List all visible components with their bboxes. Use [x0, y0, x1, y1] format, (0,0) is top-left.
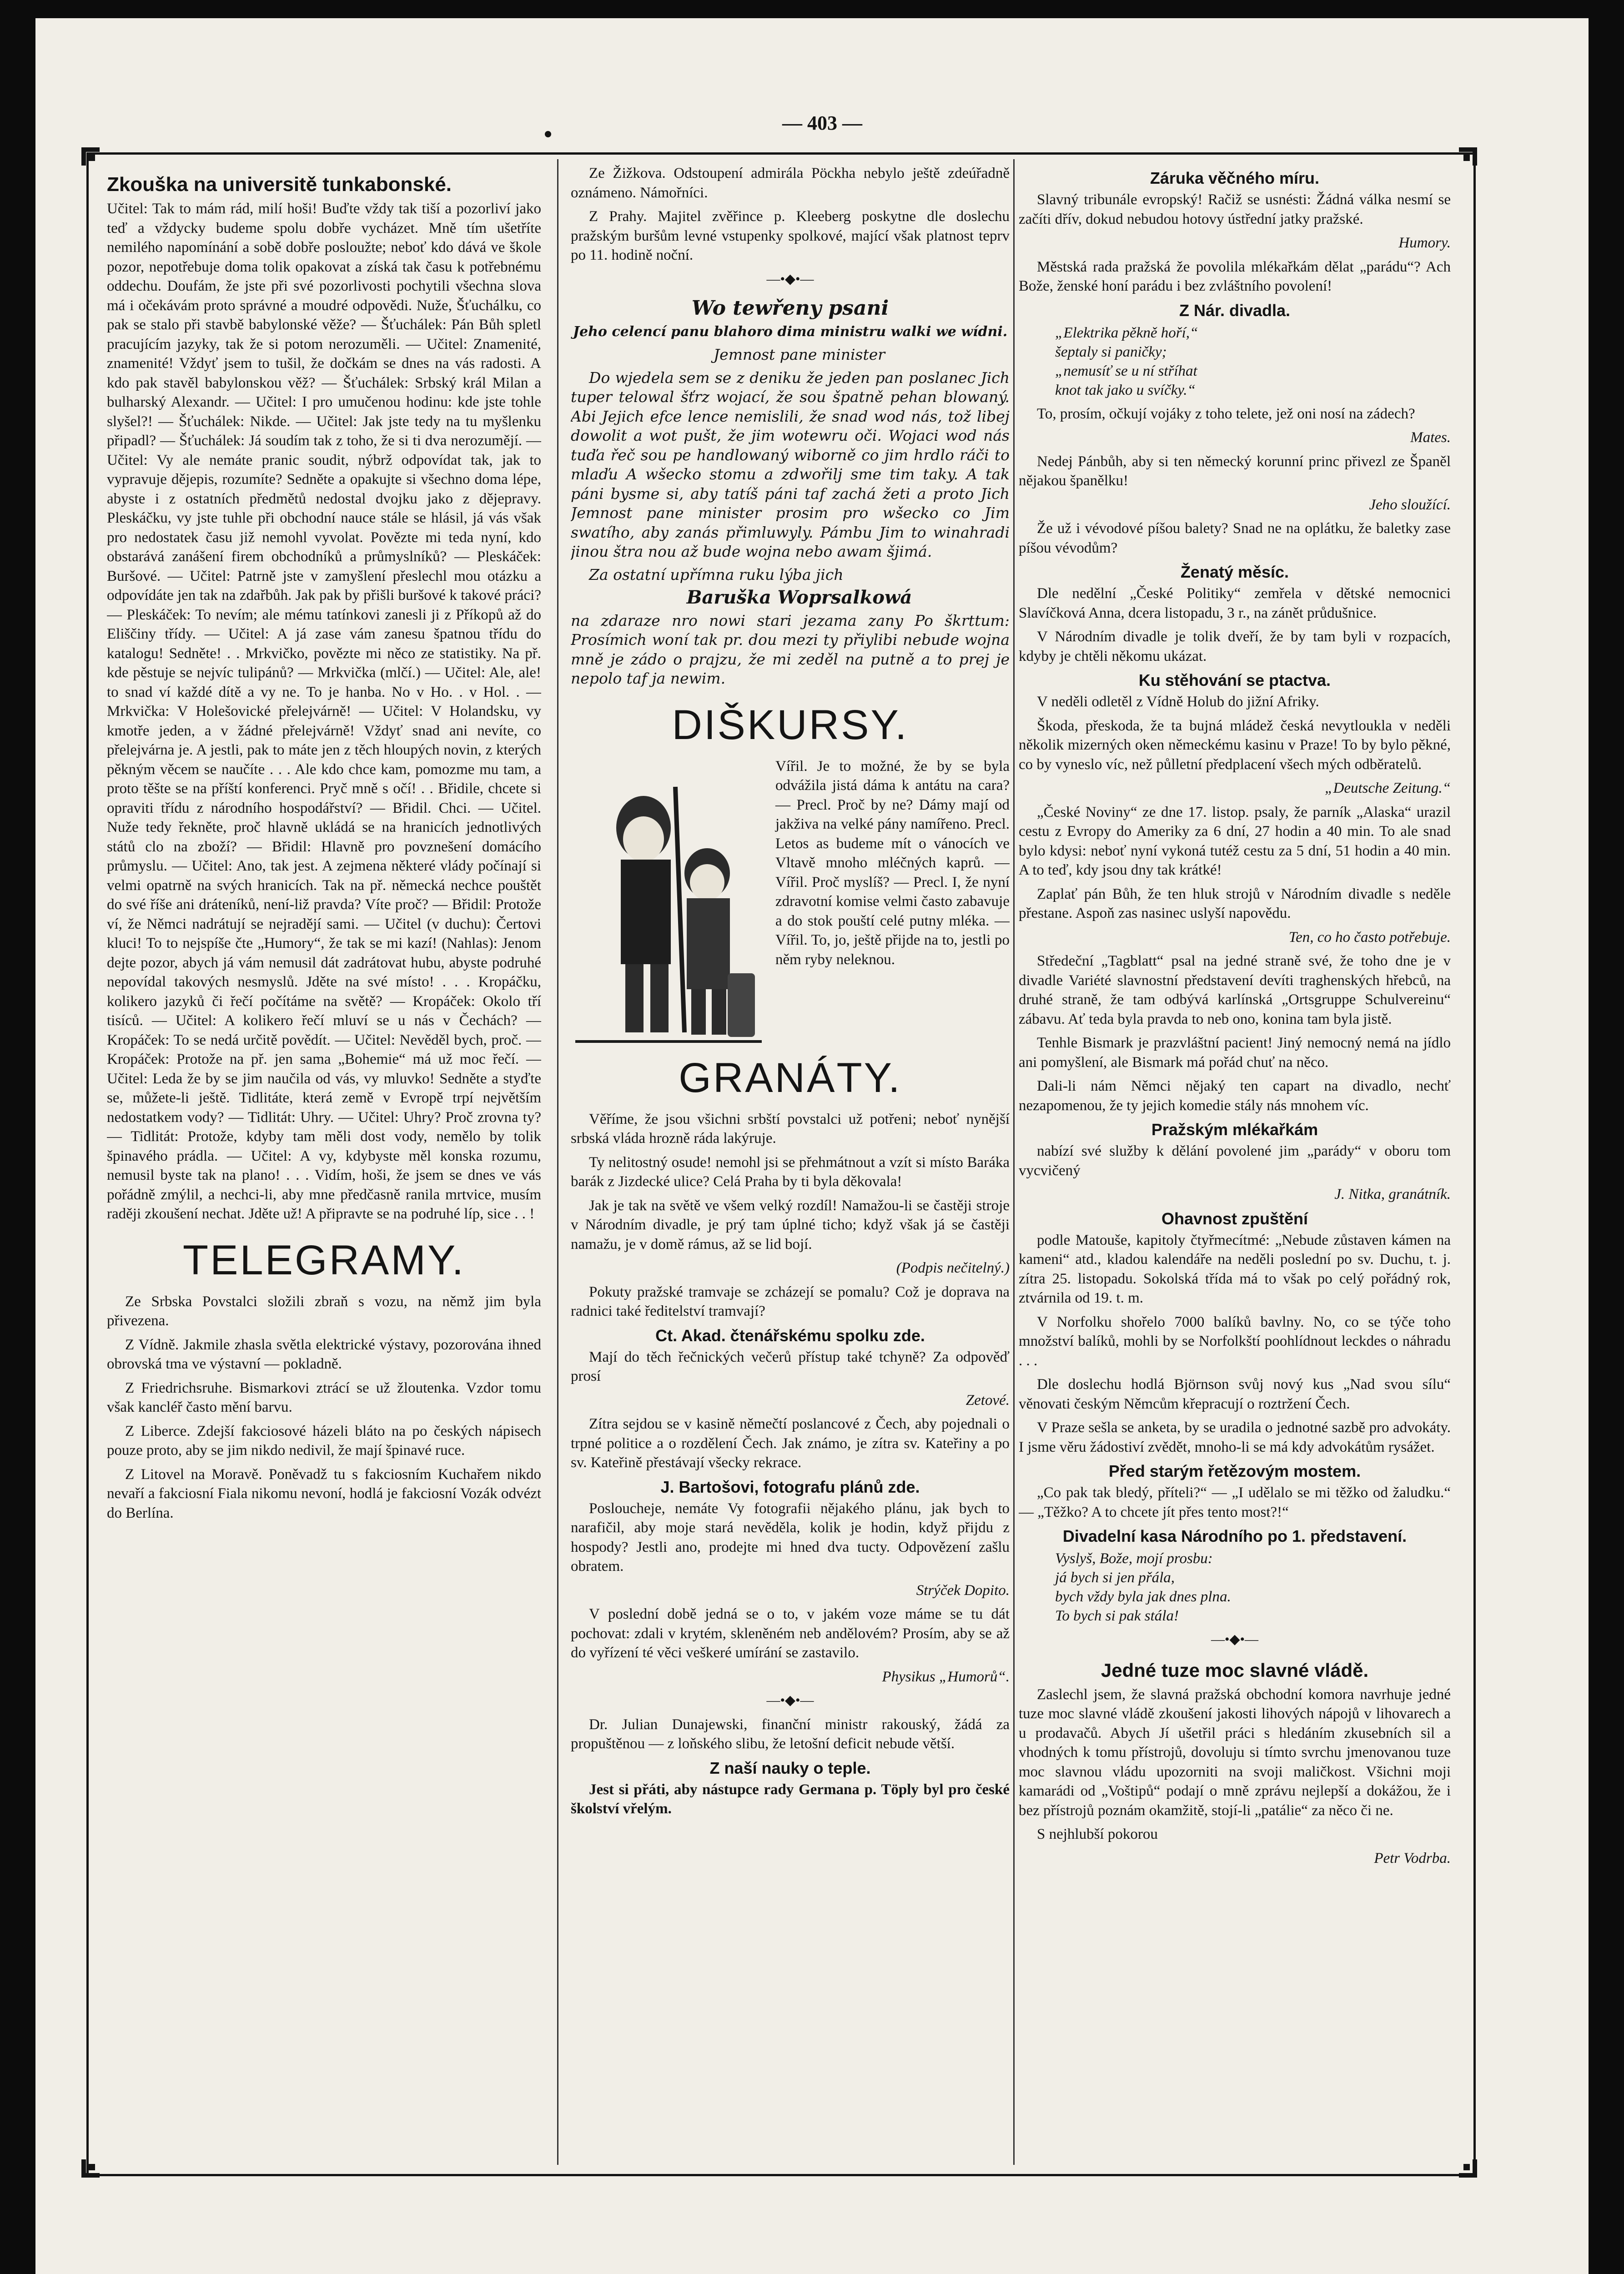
zaplat-signature: Ten, co ho často potřebuje. — [1288, 929, 1451, 946]
column-rule-1 — [557, 159, 558, 2165]
verse-line: knot tak jako u svíčky.“ — [1055, 382, 1196, 398]
sluzici-signature: Jeho sloužící. — [1369, 496, 1451, 513]
verse-line: já bych si jen přála, — [1055, 1570, 1175, 1586]
news-item: V Norfolku shořelo 7000 balíků bavlny. No, co se týče toho množství balíků, mohli by se Norfolkští poohlídnout leckdes o náhradu . . . — [1019, 1313, 1451, 1369]
heading-ohavnost: Ohavnost zpuštění — [1161, 1209, 1308, 1228]
column-1 — [107, 164, 541, 2156]
heading-stehovani: Ku stěhování se ptactva. — [1138, 671, 1331, 689]
letter-paragraph: Za ostatní upřímna ruku lýba jich — [589, 565, 844, 584]
physikus-signature: Physikus „Humorů“. — [882, 1668, 1010, 1685]
granaty-item: Pokuty pražské tramvaje se zcházejí se pomalu? Což je doprava na radnici také ředitelství tramvají? — [571, 1283, 1010, 1319]
mates-signature: Mates. — [1410, 429, 1451, 446]
news-item: Zaplať pán Bůh, že ten hluk strojů v Národním divadle s neděle přestane. Aspoň zas nasinec uslyší napovědu. — [1019, 885, 1451, 921]
vodrba-signature: Petr Vodrba. — [1374, 1850, 1451, 1866]
divider-ornament: —•◆•— — [1211, 1632, 1259, 1647]
news-item: V neděli odletěl z Vídně Holub do jižní Afriky. — [1037, 694, 1319, 710]
cartoon-illustration — [571, 760, 766, 1051]
news-item: Škoda, přeskoda, že ta bujná mládež česká nevytloukla v neděli několik mizerných oken německému kasinu v Praze! To by bylo pěkné, co by vyneslo víc, než půlletní předplacení všech mých odběratelů. — [1019, 717, 1451, 773]
news-item: Dali-li nám Němci nějaký ten capart na divadlo, nechť nezapomenou, že ty jejich komedie stály nás mnohem víc. — [1019, 1078, 1451, 1114]
verse-kasa — [1055, 1549, 1451, 1625]
nauky-body: Jest si přáti, aby nástupce rady Germana p. Töply byl pro české školství vřelým. — [571, 1781, 1010, 1817]
vlade-closing: S nejhlubší pokorou — [1037, 1826, 1158, 1842]
akad-body: Mají do těch řečnických večerů přístup také tchyně? Za odpověď prosí — [571, 1348, 1010, 1384]
news-item: nabízí své služby k dělání povolené jim „parády“ v oboru tom vycvičený — [1019, 1143, 1451, 1179]
article-title-zkouska: Zkouška na universitě tunkabonské. — [107, 173, 452, 196]
telegram-item: Z Liberce. Zdejší fakciosové házeli bláto na po českých nápisech pouze proto, aby se jim nikdo nedivil, že mají špinavé ruce. — [107, 1423, 541, 1459]
news-item: Dr. Julian Dunajewski, finanční ministr rakouský, žádá za propuštěnou — z loňského slibu, že letošní deficit nebude větší. — [571, 1716, 1010, 1752]
letter-paragraph: Do wjedela sem se z deniku že jeden pan poslanec Jich tuper telowal šťrz wojací, že sou špatně pehan blowaný. Abi Jejich efce lence nemislili, že snad wod nás, tož libej dowolit a wot pušt, že jim wotewru oči. Wojaci wod nás tuďa řeč sou pe handlowaný wiborně co jim hrdlo ráči to mlaďu A wšecko stomu a zdwořilj sme tim taky. A tak páni bysme si, aby tatíš páni taf zachá žeti a proto Jich Jemnost pane minister prosim pro wšecko co Jim swatího, aby zanás přimluwyly. Pámbu Jim to winahradi jinou štra nou až bude wojna nebo awam šjimá. — [571, 368, 1010, 560]
letter-subtitle: Jeho celencí panu blahoro dima ministru walki we wídni. — [573, 324, 1008, 340]
verse-line: šeptaly si paničky; — [1055, 343, 1167, 360]
heading-most: Před starým řetězovým mostem. — [1108, 1462, 1361, 1480]
news-item: V Praze sešla se anketa, by se uradila o jednotné sazbě pro advokáty. I jsme věru žádostiví zvědět, mnoho-li se má kdy advokátům rysážet. — [1019, 1419, 1451, 1455]
telegram-item: Z Vídně. Jakmile zhasla světla elektrické výstavy, pozorována ihned obrovská tma ve výstavní — pokladně. — [107, 1336, 541, 1372]
heading-zenaty: Ženatý měsíc. — [1180, 563, 1289, 581]
zaruka-signature: Humory. — [1398, 235, 1451, 251]
zaruka-body: Slavný tribunále evropský! Račiž se usnésti: Žádná válka nesmí se začíti dřív, dokud nebudou hotovy ústřední jatky pražské. — [1019, 191, 1451, 227]
heading-kasa: Divadelní kasa Národního po 1. představení. — [1062, 1527, 1407, 1545]
column-2 — [571, 164, 1010, 2156]
verse-line: „Elektrika pěkně hoří,“ — [1055, 324, 1198, 341]
news-item: Ze Žižkova. Odstoupení admirála Pöckha nebylo ještě zdeúřadně oznámeno. Námořníci. — [571, 165, 1010, 201]
section-title-telegramy: TELEGRAMY. — [182, 1237, 466, 1283]
heading-mlekarky: Pražským mlékařkám — [1151, 1120, 1318, 1139]
ink-dot — [545, 131, 551, 137]
heading-bartos: J. Bartošovi, fotografu plánů zde. — [660, 1477, 920, 1496]
page-number: — 403 — — [782, 112, 862, 134]
diskursy-body: Vířil. Je to možné, že by se byla odvážila jistá dáma k antátu na cara? — Precl. Proč by ne? Dámy mají od jakživa na velké pány namířeno. Precl. Letos as budeme mít o vánocích ve Vltavě mnoho mléčných kaprů. — Vířil. Proč myslíš? — Precl. I, že nyní zdravotní komise velmi často zabavuje a do stok pouští celé putny mléka. — Vířil. To, jo, ještě přijde na to, jestli po něm ryby neleknou. — [775, 758, 1010, 968]
heading-zaruka: Záruka věčného míru. — [1150, 169, 1320, 187]
news-item: „Co pak tak bledý, příteli?“ — „I udělalo se mi těžko od žaludku.“ — „Těžko? A to chcete jít přes tento most?!“ — [1019, 1484, 1451, 1520]
article-body-zkouska: Učitel: Tak to mám rád, milí hoši! Buďte vždy tak tiší a pozorliví jako teď a vždycky budeme spolu dobře vycházet. Mně tím ušetříte nemilého napomínání a sobě dobře posloužte; neboť kdo dává ve škole pozor, nepotřebuje doma tolik opakovat a získá tak času k potřebnému oddechu. Doufám, že jste při své pozorlivosti pochytili všechna slova má i očekávám proto správné a moudré odpovědi. Nuže, Šťuchálku, co pak se stalo při stavbě babylonské věže? — Šťuchálek: Pán Bůh spletl pracujícím jazyky, tak že si potom nerozuměli. — Učitel: Znamenité, znamenité! Vždyť jsem to tušil, že dočkám se dnes na vás radosti. A kdo pak stavěl babylonskou věž? — Šťuchálek: Srbský král Milan a bulharský Alexandr. — Učitel: I pro umučenou hodinu: kde jste tohle slyšel?! — Šťuchálek: Nikde. — Učitel: Jak jste tedy na tu myšlenku připadl? — Šťuchálek: Já soudím tak z toho, že si ti dva nerozumějí. — Učitel: Vy ale nemáte pranic soudit, nýbrž odpovídat tak, jak to vypravuje dějepis, rozumíte? Sedněte a opakujte si všechno doma lépe, abyste i z ostatních předmětů nedostal dvojku jako z dějepravy. Pleskáčku, vy jste tuhle při obchodní nauce stále se hlásil, já vás však pro nedostatek času již nemohl vyvolat. Povězte mi teda nyní, kdo obstarává zanášení firem obchodníků a průmyslníků? — Pleskáček: Buršové. — Učitel: Patrně jste v zamyšlení přeslechl mou otázku a odpovídáte jen tak na zdařbůh. Jak pak by přišli buršové k takové práci? — Pleskáček: To nevím; ale mému tatínkovi zanesli ji z Příkopů až do Eliščiny třídy. — Učitel: A já zase vám zanesu špatnou třídu do katalogu! Sedněte! . . Mrkvičko, povězte mi něco ze statistiky. Na př. kde pěstuje se nejvíc tulipánů? — Mrkvička (mlčí.) — Učitel: Ale, ale! to snad ví každé dítě a vy ne. To je hanba. No v Ho. . v Hol. . — Mrkvička: V Holešovické přelejvárně! — Učitel: V Holandsku, vy kmotře jeden, a v žádné přelejvárně! Vždyť snad ani nevíte, co přelejvárna je. A jestli, pak to máte jen z těch hloupých novin, z kterých pěkným věcem se naučíte . . . Ale kdo chce kam, pomozme mu tam, a proto těšte se na příští konferenci. Pryč mně s očí! . . Břidile, chcete si opraviti třídu z národního hospodářství? — Břidil. Chci. — Učitel. Nuže tedy řekněte, proč hlavně ukládá se na hranicích jednotlivých států clo na zboží? — Břidil: Hlavně pro povznešení domácího průmyslu. — Učitel: Ano, tak jest. A zejmena některé vlády počínají si velmi opatrně na svých hranicích. Tak na př. německá nechce pouštět do své říše ani dráteníků, není-liž pravda? Víte proč? — Břidil: Protože ví, že Němci nadrátují se nejradějí sami. — Učitel (v duchu): Čertovi kluci! To to nejspíše čte „Humory“, že tak se mi kazí! (Nahlas): Jenom dejte pozor, abych já vám nemusil dát zadrátovat hubu, abyste podruhé nepovídal takových nesmyslů. Jděte na své místo! . . . Kropáčku, kolikero jazyků či řečí počítáme na světě? — Kropáček: Okolo tří tisíců. — Učitel: A kolikero řečí mluví se u nás v Čechách? — Kropáček: To se nedá určitě povědít. — Učitel: Nevěděl bych, proč. — Kropáček: Protože na př. jen sama „Bohemie“ má už moc řečí. — Učitel: Leda že by se jim naučila od vás, vy mluvko! Sedněte a styďte se, můžete-li ještě. Tidlitáte, která země v Evropě trpí největším nedostatkem vody? — Tidlitát: Uhry. — Učitel: Uhry? Proč zrovna ty? — Tidlitát: Protože, kdyby tam měli dost vody, nemělo by tolik špinavého prádla. — Učitel: A vy, kdybyste měl konska rozumu, nemusil byste tak na plano! . . . Vidím, hoši, že jsem se dnes ve vás pořádně zmýlil, a nechci-li, aby mne předčasně ranila mrtvice, musím raději zkoušení nechat. Jděte už! A připravte se na podruhé líp, sice . . ! — [107, 201, 541, 1222]
letter-greeting: Jemnost pane minister — [713, 346, 885, 363]
verse-elektrika — [1055, 323, 1451, 400]
deutsche-zeitung-signature: „Deutsche Zeitung.“ — [1325, 780, 1451, 796]
granaty-item: Ty nelitostný osude! nemohl jsi se přehmátnout a vzít si místo Baráka barák z Jizdecké ulice? Celá Praha by ti byla děkovala! — [571, 1154, 1010, 1190]
verse-line: Vyslyš, Bože, mojí prosbu: — [1055, 1550, 1213, 1567]
column-rule-2 — [1013, 159, 1015, 2165]
news-item: Tenhle Bismark je prazvláštní pacient! Jiný nemocný nemá na jídlo ani pomyšlení, ale Bismark má pořád chuť na něco. — [1019, 1035, 1451, 1071]
news-item: „České Noviny“ ze dne 17. listop. psaly, že parník „Alaska“ urazil cestu z Evropy do Ameriky za 6 dní, 27 hodin a 40 min. To ale snad bylo kdysi: neboť nyní vykoná tutéž cestu za 5 dní, 51 hodin a 40 min. A to teď, kdy jsou dny tak krátké! — [1019, 804, 1451, 878]
column-3 — [1019, 164, 1451, 2156]
verse-line: bych vždy byla jak dnes plna. — [1055, 1589, 1231, 1605]
granaty-item: Jak je tak na světě ve všem velký rozdíl! Namažou-li se častěji stroje v Národním divadle, je prý tam úplné ticho; když však já se častěji namažu, je v domě rámus, až se lid bojí. — [571, 1197, 1010, 1253]
news-item: Městská rada pražská že povolila mlékařkám dělat „parádu“? Ach Bože, ženské honí parádu i bez zvláštního povolení! — [1019, 258, 1451, 294]
akad-signature: Zetové. — [965, 1392, 1010, 1409]
letter-postscript: na zdaraze nro nowi stari jezama zany Po škrttum: Prosímich woní tak pr. dou mezi ty přiylibi nebude wojna mně je zádo o prajzu, že mi zeděl na putně a to prej je nepolo taf ja newim. — [571, 611, 1010, 687]
verse-line: „nemusíť se u ní stříhat — [1055, 362, 1197, 379]
bartos-signature: Strýček Dopito. — [916, 1582, 1010, 1599]
corner-ornament-bottom-right — [1446, 2147, 1479, 2179]
divider-ornament: —•◆•— — [766, 271, 814, 287]
news-item: podle Matouše, kapitoly čtyřmecítmé: „Nebude zůstaven kámen na kameni“ atd., kladou kalendáře na neděli poslední po sv. Duchu, t. j. zítra 25. listopadu. Sokolská třída má to však po celý pořádný rok, ztvárnila od 19. t. m. — [1019, 1232, 1451, 1306]
granaty-signature: (Podpis nečitelný.) — [896, 1260, 1010, 1276]
bartos-body: Posloucheje, nemáte Vy fotografii nějakého plánu, jak bych to narafičil, aby moje stará nevěděla, kolik je hodin, když přijdu z hospody? Jestli ano, prodejte mi hned dva tucty. Odpovězení zašlu obratem. — [571, 1500, 1010, 1575]
news-item: V Národním divadle je tolik dveří, že by tam byli v rozpacích, kdyby je chtěli někomu ukázat. — [1019, 629, 1451, 664]
news-item: Že už i vévodové píšou balety? Snad ne na oplátku, že baletky zase píšou vévodům? — [1019, 520, 1451, 556]
granaty-item: Věříme, že jsou všichni srbští povstalci už potřeni; neboť nynější srbská vláda hrozně ráda lakýruje. — [571, 1111, 1010, 1147]
vlade-body: Zaslechl jsem, že slavná pražská obchodní komora navrhuje jedné tuze moc slavné vládě zkoušení jakosti lihových nápojů v lihovarech a u prodavačů. Abych Jí ušetřil práci s hledáním zkusebních sil a vhodných k tomu přístrojů, dovoluju si tímto svrchu jmenovanou tuze moc slavnou vládu upozorniti na svoji maličkost. Všichni moji kamarádi od „Voštipů“ podají o mně zprávu nejlepší a dokážou, že i bez přístrojů poznám okamžitě, stojí-li „patálie“ za něco či ne. — [1019, 1686, 1451, 1819]
news-item: Z Prahy. Majitel zvěřince p. Kleeberg poskytne dle doslechu pražským buršům levné vstupenky spolkové, mající však platnost teprv po 11. hodině noční. — [571, 208, 1010, 263]
telegram-item: Z Friedrichsruhe. Bismarkovi ztrácí se už žloutenka. Vzdor tomu však kancléř často mění barvu. — [107, 1379, 541, 1415]
letter-body — [571, 345, 1010, 689]
news-item: To, prosím, očkují vojáky z toho telete, jež oni nosí na zádech? — [1037, 405, 1415, 422]
news-item: Nedej Pánbůh, aby si ten německý korunní princ přivezl ze Španěl nějakou španělku! — [1019, 453, 1451, 489]
telegram-item: Ze Srbska Povstalci složili zbraň s vozu, na němž jim byla přivezena. — [107, 1293, 541, 1329]
news-item: Středeční „Tagblatt“ psal na jedné straně své, že toho dne je v divadle Variété slavnostní představení devíti traghenských hřebců, na druhé straně, že tam odbývá karlínská „Ortsgruppe Schulvereinu“ zábavu. Ať teda byla pravda to neb ono, konina tam byla jistě. — [1019, 953, 1451, 1027]
telegram-item: Z Litovel na Moravě. Poněvadž tu s fakciosním Kuchařem nikdo nevaří a fakciosní Fiala nikomu nevoní, hodlá je fakciosní Vozák odvézt do Berlína. — [107, 1466, 541, 1521]
section-title-granaty: GRANÁTY. — [679, 1054, 902, 1101]
section-title-diskursy: DIŠKURSY. — [672, 701, 909, 748]
corner-ornament-top-right — [1446, 146, 1479, 178]
heading-akad: Ct. Akad. čtenářskému spolku zde. — [655, 1326, 925, 1345]
news-item: Dle doslechu hodlá Björnson svůj nový kus „Nad svou sílu“ věnovati českým Němcům křepracují o roztržení Čech. — [1019, 1376, 1451, 1412]
divider-ornament: —•◆•— — [766, 1693, 814, 1708]
letter-signature: Baruška Woprsalkowá — [686, 587, 912, 608]
heading-nauky: Z naší nauky o teple. — [709, 1758, 871, 1777]
news-item: V poslední době jedná se o to, v jakém voze máme se tu dát pochovat: zdali v krytém, skleněném neb andělovém? Prosím, aby se až do vyřízení té věci veškeré umírání se zastavilo. — [571, 1606, 1010, 1661]
nitka-signature: J. Nitka, granátník. — [1334, 1186, 1451, 1202]
heading-vlade: Jedné tuze moc slavné vládě. — [1101, 1659, 1369, 1681]
heading-divadla: Z Nár. divadla. — [1179, 301, 1291, 320]
letter-title: Wo tewřeny psani — [691, 297, 889, 320]
news-item: Dle nedělní „České Politiky“ zemřela v dětské nemocnici Slavíčková Anna, dcera listopadu, 3 r., na zánět průdušnice. — [1019, 585, 1451, 621]
verse-line: To bych si pak stála! — [1055, 1608, 1179, 1624]
news-item: Zítra sejdou se v kasině němečtí poslancové z Čech, aby pojednali o trpné politice a o rozdělení Čech. Jak známo, je zítra sv. Kateřiny a po sv. Kateřině přestávají všecky rekrace. — [571, 1416, 1010, 1471]
